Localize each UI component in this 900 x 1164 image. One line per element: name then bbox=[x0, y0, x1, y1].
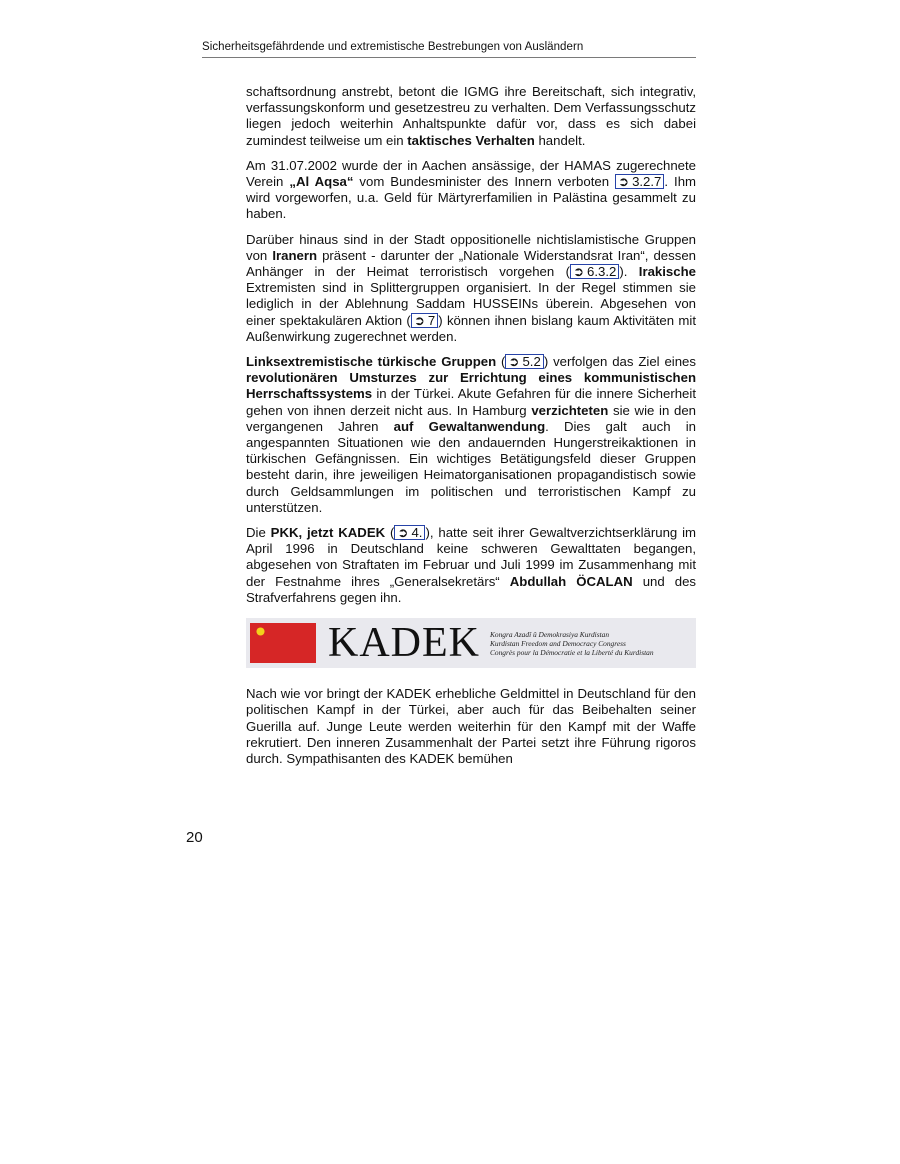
cross-reference-link[interactable] bbox=[505, 354, 543, 369]
main-text bbox=[246, 84, 696, 776]
paragraph-5 bbox=[246, 525, 696, 606]
text: und des Strafverfahrens gegen ihn. bbox=[246, 573, 697, 605]
right-arrow-icon: ➲ bbox=[413, 312, 425, 328]
xref-label: 6.3.2 bbox=[587, 264, 617, 280]
right-arrow-icon: ➲ bbox=[397, 525, 409, 541]
subtitle-line: Congrès pour la Démocratie et la Liberté du Kurdistan bbox=[489, 647, 654, 657]
text: . Ihm wird vorgeworfen, u.a. Geld für Märtyrerfamilien in Palästina gesammelt zu haben. bbox=[246, 174, 697, 222]
star-icon bbox=[256, 627, 265, 636]
emphasis: „Al Aqsa“ bbox=[289, 174, 354, 190]
banner-subtitle bbox=[490, 630, 654, 657]
running-header: Sicherheitsgefährdende und extremistische Bestrebungen von Ausländern bbox=[202, 41, 584, 53]
emphasis: taktisches Verhalten bbox=[407, 132, 535, 148]
cross-reference-link[interactable] bbox=[615, 174, 664, 189]
cross-reference-link[interactable] bbox=[570, 264, 619, 279]
page-number: 20 bbox=[186, 829, 203, 846]
right-arrow-icon: ➲ bbox=[508, 354, 520, 370]
text: handelt. bbox=[534, 132, 586, 148]
cross-reference-link[interactable] bbox=[411, 313, 438, 328]
text: ). bbox=[619, 264, 639, 280]
text: ) können ihnen bislang kaum Aktivitäten mit Außenwirkung zugerechnet werden. bbox=[246, 312, 696, 344]
text: Extremisten sind in Splittergruppen organisiert. In der Regel stimmen sie lediglich in der Ablehnung Saddam HUSSEINs überein. Abgesehen von einer spektakulären Aktion ( bbox=[246, 280, 696, 328]
cross-reference-link[interactable] bbox=[394, 525, 425, 540]
xref-label: 4. bbox=[411, 525, 423, 541]
text: Die bbox=[246, 525, 271, 541]
paragraph-4 bbox=[246, 354, 696, 516]
xref-label: 7 bbox=[427, 312, 436, 328]
text: ( bbox=[385, 525, 395, 541]
emphasis: auf Gewaltanwendung bbox=[393, 418, 546, 434]
paragraph-2 bbox=[246, 158, 696, 223]
emphasis: verzichteten bbox=[531, 402, 609, 418]
paragraph-3 bbox=[246, 232, 696, 345]
banner-title: KADEK bbox=[328, 620, 480, 667]
text: in der Türkei. Akute Gefahren für die innere Sicherheit gehen von ihnen derzeit nicht aus. In Hamburg bbox=[246, 386, 696, 418]
paragraph-1 bbox=[246, 84, 696, 149]
subtitle-line: Kongra Azadî û Demokrasiya Kurdistan bbox=[489, 629, 610, 639]
text: Am 31.07.2002 wurde der in Aachen ansässige, der HAMAS zugerechnete Verein bbox=[246, 157, 696, 190]
kadek-flag bbox=[250, 623, 316, 663]
emphasis: Abdullah ÖCALAN bbox=[509, 573, 633, 589]
text: ( bbox=[496, 354, 506, 370]
right-arrow-icon: ➲ bbox=[618, 174, 630, 190]
paragraph-6: Nach wie vor bringt der KADEK erhebliche Geldmittel in Deutschland für den politischen Kampf in der Türkei, aber auch für das Beibehalten seiner Guerilla auf. Junge Leute werden weiterhin für den Kampf mit der Waffe rekrutiert. Den inneren Zusammenhalt der Partei setzt ihre Führung rigoros durch. Sympathisanten des KADEK bemühen bbox=[246, 686, 696, 766]
right-arrow-icon: ➲ bbox=[572, 264, 585, 280]
text: sie wie in den vergangenen Jahren bbox=[246, 402, 696, 434]
text: schaftsordnung anstrebt, betont die IGMG ihre Bereitschaft, sich integrativ, verfassungskonform und gesetzestreu zu verhalten. Dem Verfassungsschutz liegen jedoch weiterhin Anhaltspunkte dafür vor, dass es sich dabei zumindest teilweise um ein bbox=[246, 84, 696, 148]
kadek-banner bbox=[246, 618, 696, 668]
text: . Dies galt auch in angespannten Situationen wie den andauernden Hungerstreikaktionen in türkischen Gefängnissen. Ein wichtiges Betätigungsfeld dieser Gruppen besteht darin, ihre jeweiligen Heimatorganisationen propagandistisch sowie durch Geldsammlungen im politischen und terroristischen Kampf zu unterstützen. bbox=[246, 418, 696, 515]
emphasis: revolutionären Umsturzes zur Errichtung eines kommunistischen Herrschaftssystems bbox=[246, 370, 696, 402]
text: Darüber hinaus sind in der Stadt oppositionelle nichtislamistische Gruppen von bbox=[246, 231, 696, 263]
subtitle-line: Kurdistan Freedom and Democracy Congress bbox=[489, 638, 626, 648]
text: vom Bundesminister des Innern verboten bbox=[353, 174, 615, 190]
text: ), hatte seit ihrer Gewaltverzichtserklärung im April 1996 in Deutschland keine schweren Gewalttaten begangen, abgesehen von Straftaten im Februar und Juli 1999 im Zusammenhang mit der Festnahme ihres „Generalsekretärs“ bbox=[246, 525, 697, 589]
text: ) verfolgen das Ziel eines bbox=[543, 354, 696, 370]
xref-label: 5.2 bbox=[522, 354, 541, 370]
text: präsent - darunter der „Nationale Widerstandsrat Iran“, dessen Anhänger in der Heimat terroristisch vorgehen ( bbox=[246, 247, 696, 280]
emphasis: Irakische bbox=[638, 264, 696, 280]
emphasis: Iranern bbox=[272, 247, 318, 263]
header-divider bbox=[202, 57, 696, 58]
xref-label: 3.2.7 bbox=[632, 174, 662, 190]
emphasis: PKK, jetzt KADEK bbox=[270, 525, 386, 541]
emphasis: Linksextremistische türkische Gruppen bbox=[246, 354, 497, 370]
